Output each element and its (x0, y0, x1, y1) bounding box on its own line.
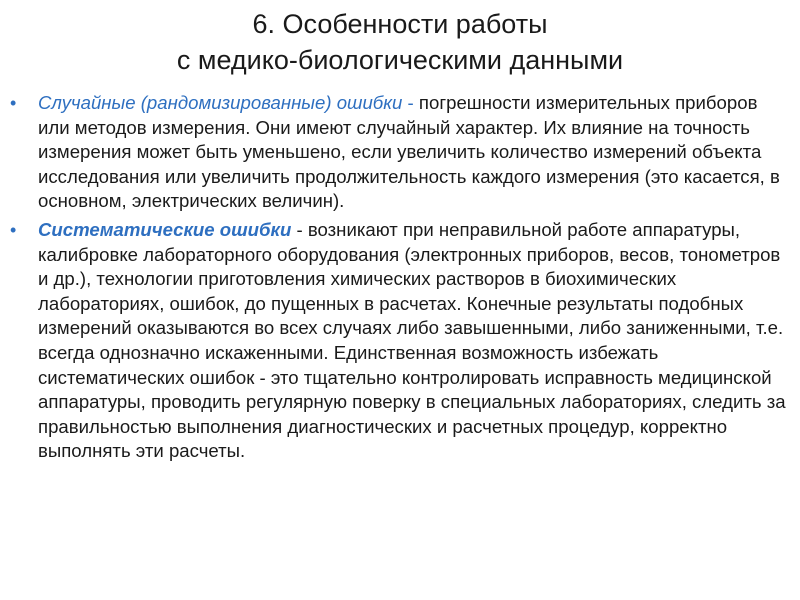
slide-title-line-1: 6. Особенности работы (252, 9, 548, 39)
bullet-item-systematic-errors (8, 218, 792, 464)
bullet-separator: - (402, 92, 419, 113)
bullet-separator: - (291, 218, 308, 240)
slide-title-line-2: с медико-биологическими данными (176, 45, 624, 75)
bullet-dot-icon: • (10, 93, 17, 113)
bullet-list (8, 91, 792, 468)
bullet-dot-icon: • (10, 219, 17, 240)
bullet-term: Систематические ошибки (38, 218, 292, 240)
bullet-term: Случайные (рандомизированные) ошибки (38, 92, 403, 113)
bullet-text: погрешности измерительных приборов или методов измерения. Они имеют случайный характер. Их влияние на точность измерения может быть уменьшено, если увеличить количество измерений объекта исследования или увеличить продолжительность каждого измерения (это касается, в основном, электрических величин). (38, 92, 780, 212)
bullet-item-random-errors (8, 91, 792, 214)
slide-title (0, 6, 800, 78)
bullet-text: возникают при неправильной работе аппаратуры, калибровке лабораторного оборудования (электронных приборов, весов, тонометров и др.), технологии приготовления химических растворов в биохимических лабораториях, ошибок, до пущенных в расчетах. Конечные результаты подобных измерений оказываются во всех случаях либо завышенными, либо заниженными, т.е. всегда однозначно искаженными. Единственная возможность избежать систематических ошибок - это тщательно контролировать исправность медицинской аппаратуры, проводить регулярную поверку в специальных лабораториях, следить за правильностью выполнения диагностических и расчетных процедур, корректно выполнять эти расчеты. (38, 218, 786, 462)
